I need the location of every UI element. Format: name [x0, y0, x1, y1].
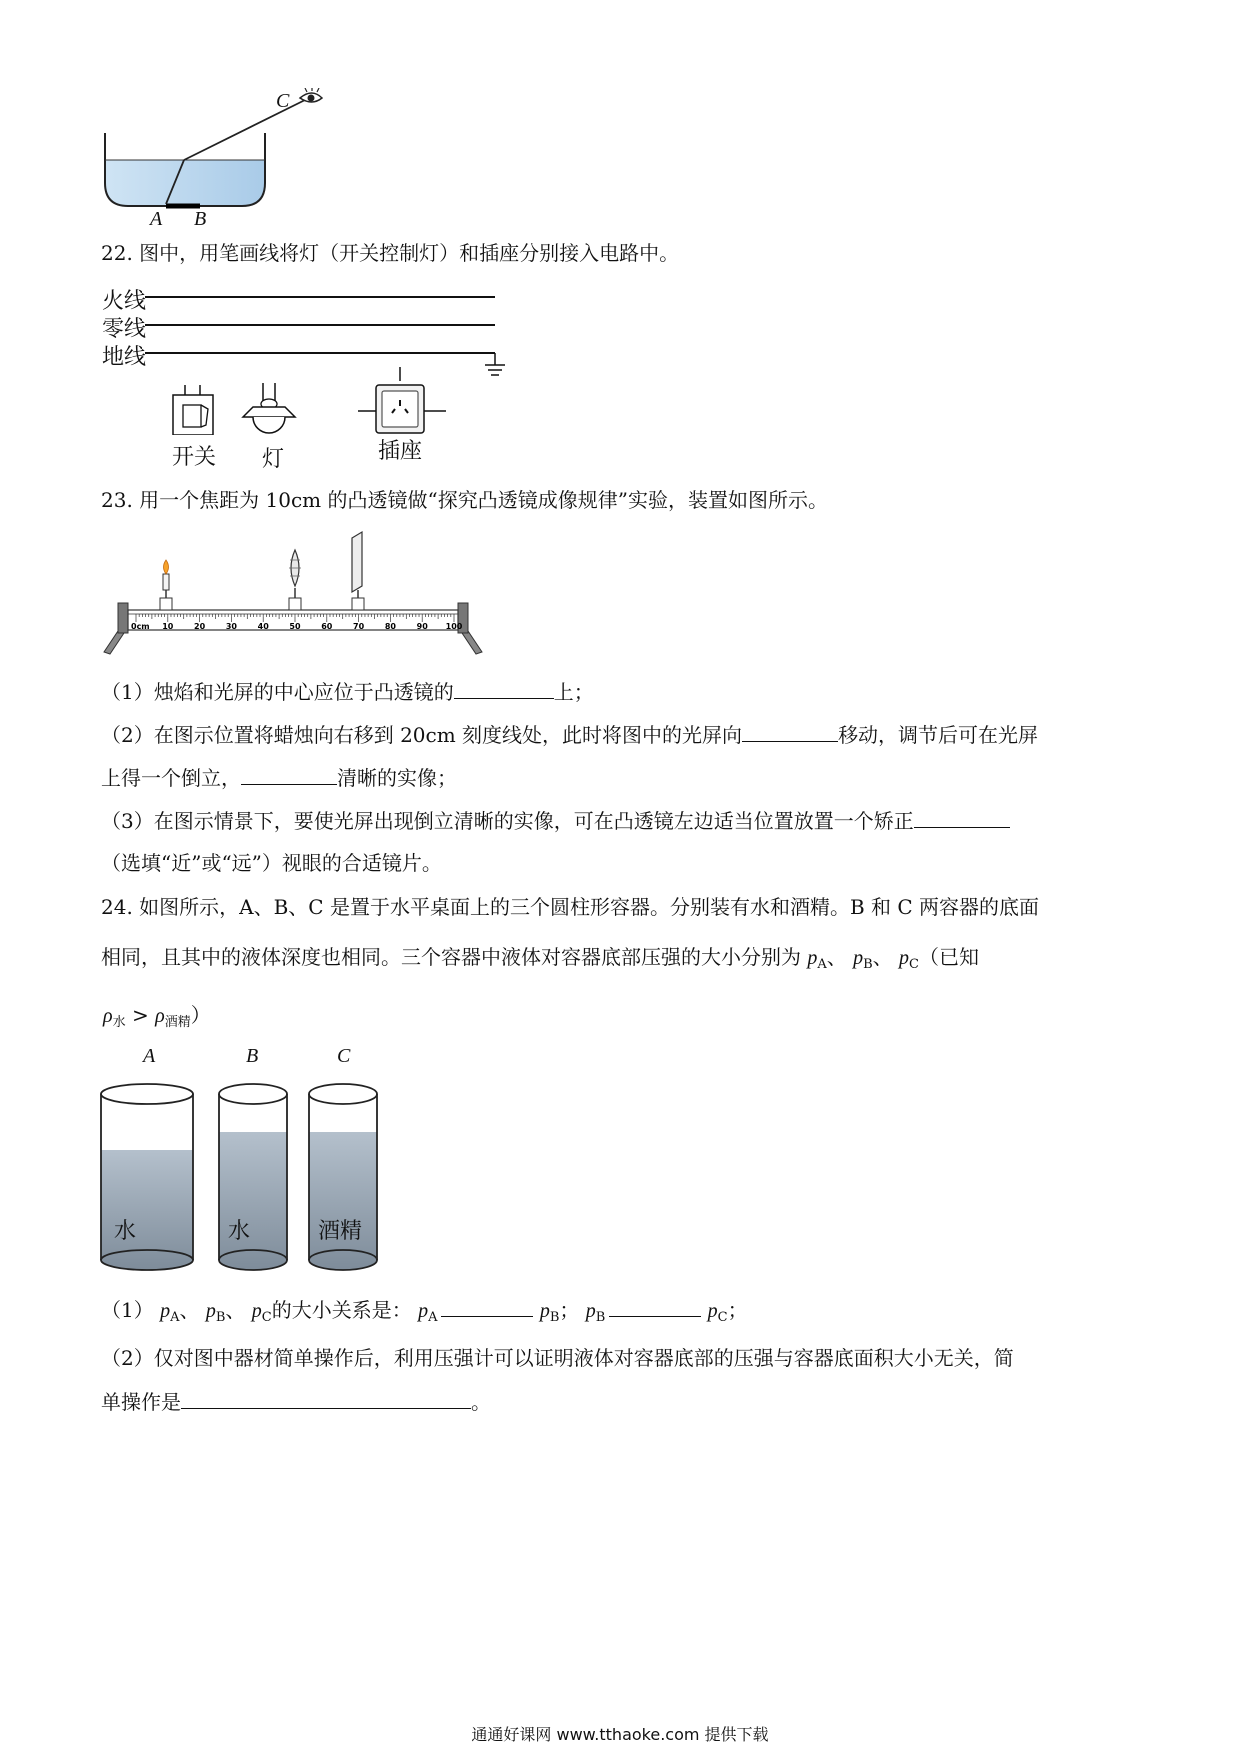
switch-label: 开关 [172, 445, 217, 470]
q23-answer-blank-1[interactable] [454, 678, 554, 699]
q23-part1: （1）烛焰和光屏的中心应位于凸透镜的 上； [101, 680, 594, 704]
candle-icon [160, 560, 172, 610]
ruler-tick-label: 40 [257, 622, 269, 631]
container-c-liquid: 酒精 [318, 1219, 363, 1244]
fig21-label-b: B [194, 208, 207, 230]
ruler-tick-label: 20 [194, 622, 206, 631]
question-22-text: 22. 图中，用笔画线将灯（开关控制灯）和插座分别接入电路中。 [101, 241, 680, 265]
lamp-label: 灯 [262, 447, 285, 472]
socket-icon [358, 367, 446, 433]
ground-symbol-icon [485, 353, 505, 375]
q24-answer-blank-2[interactable] [609, 1296, 701, 1317]
q24-part2: （2）仅对图中器材简单操作后，利用压强计可以证明液体对容器底部的压强与容器底面积大小无关，简 [101, 1346, 1014, 1370]
ruler-tick-label: 100 [445, 622, 463, 631]
neutral-wire-label: 零线 [102, 317, 147, 342]
ruler-tick-label: 60 [321, 622, 333, 631]
ruler-tick-label: 10 [162, 622, 174, 631]
fig21-label-c: C [276, 90, 290, 112]
q24-answer-blank-1[interactable] [441, 1296, 533, 1317]
container-b-label: B [246, 1045, 259, 1067]
q23-answer-blank-3[interactable] [241, 764, 337, 785]
ruler-tick-label: 90 [416, 622, 428, 631]
page-footer: 通通好课网 www.tthaoke.com 提供下载 [471, 1725, 769, 1744]
switch-icon [173, 385, 213, 435]
ruler-tick-label: 80 [384, 622, 396, 631]
container-a-liquid: 水 [114, 1219, 137, 1244]
light-screen-icon [352, 532, 364, 610]
q23-part3: （3）在图示情景下，要使光屏出现倒立清晰的实像，可在凸透镜左边适当位置放置一个矫正 [101, 807, 1010, 834]
q23-answer-blank-4[interactable] [914, 807, 1010, 828]
question-23-text: 23. 用一个焦距为 10cm 的凸透镜做“探究凸透镜成像规律”实验，装置如图所示。 [101, 488, 828, 512]
ruler-tick-label: 50 [289, 622, 301, 631]
eye-icon [300, 88, 322, 102]
circuit-figure [140, 285, 520, 435]
density-relation: $\rho_水 > \rho_{酒精}$） [103, 1003, 211, 1030]
ruler-tick-label: 0cm [131, 622, 150, 631]
q23-part3-cont: （选填“近”或“远”）视眼的合适镜片。 [101, 851, 442, 875]
live-wire-label: 火线 [102, 289, 147, 314]
optical-bench-figure [100, 530, 495, 660]
question-24-line1: 24. 如图所示，A、B、C 是置于水平桌面上的三个圆柱形容器。分别装有水和酒精。B 和 C 两容器的底面 [101, 895, 1040, 919]
q24-part1: （1） $p_A$、 $p_B$、 $p_C$的大小关系是： $p_A$ $p_B$； $p_B$ $p_C$； [101, 1298, 748, 1325]
fig21-trough-figure [100, 88, 340, 238]
lamp-icon [243, 383, 295, 433]
q23-answer-blank-2[interactable] [742, 721, 838, 742]
q23-part2-cont: 上得一个倒立， 清晰的实像； [101, 766, 457, 790]
socket-label: 插座 [378, 439, 423, 464]
ruler-tick-label: 30 [225, 622, 237, 631]
fig21-label-a: A [150, 208, 163, 230]
ruler-tick-label: 70 [353, 622, 365, 631]
container-a-label: A [143, 1045, 156, 1067]
q24-part2-cont: 单操作是 。 [101, 1390, 491, 1414]
container-c-label: C [337, 1045, 351, 1067]
containers-figure [95, 1080, 395, 1280]
q24-answer-blank-3[interactable] [181, 1388, 471, 1409]
question-24-line2: 相同，且其中的液体深度也相同。三个容器中液体对容器底部压强的大小分别为 $p_A$、 $p_B$、 $p_C$（已知 [101, 945, 979, 972]
container-b-liquid: 水 [228, 1219, 251, 1244]
convex-lens-icon [289, 550, 301, 610]
ground-wire-label: 地线 [102, 345, 147, 370]
q23-part2: （2）在图示位置将蜡烛向右移到 20cm 刻度线处，此时将图中的光屏向 移动，调节后可在光屏 [101, 723, 1039, 747]
